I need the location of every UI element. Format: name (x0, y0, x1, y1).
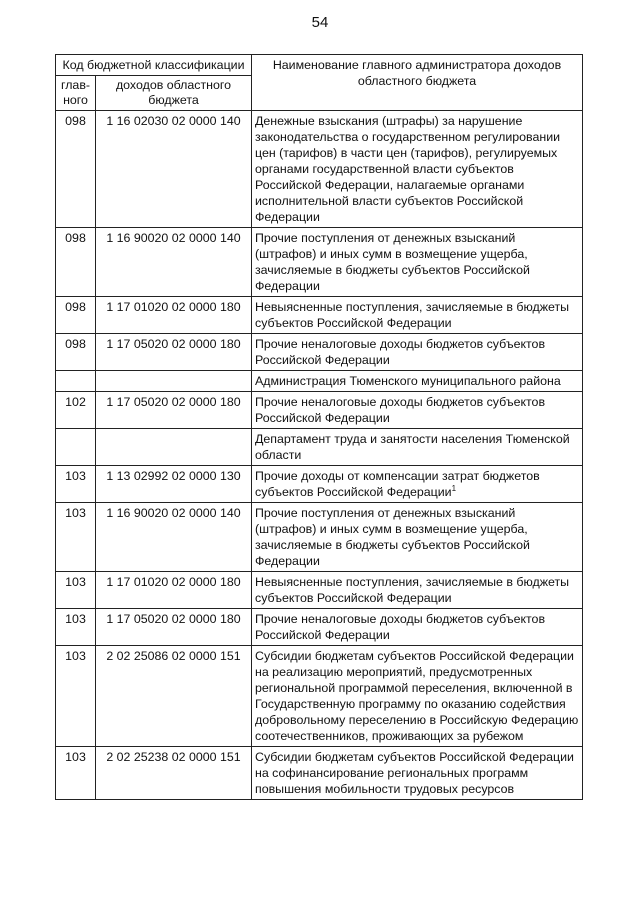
name-text: Субсидии бюджетам субъектов Российской Федерации на софинансирование региональных программ повышения мобильности трудовых ресурсов (255, 750, 574, 796)
header-income-code: доходов областного бюджета (96, 76, 252, 111)
name-text: Прочие поступления от денежных взысканий (штрафов) и иных сумм в возмещение ущерба, зачисляемые в бюджеты субъектов Российской Федерации (255, 231, 530, 293)
income-code-cell: 1 13 02992 02 0000 130 (96, 466, 252, 503)
table-row (56, 392, 583, 429)
name-cell (252, 429, 583, 466)
table-header (56, 55, 583, 111)
table-row (56, 228, 583, 297)
name-text: Прочие поступления от денежных взысканий (штрафов) и иных сумм в возмещение ущерба, зачисляемые в бюджеты субъектов Российской Федерации (255, 506, 530, 568)
admin-code-cell: 103 (56, 572, 96, 609)
table-row (56, 646, 583, 747)
income-code-cell: 1 16 90020 02 0000 140 (96, 228, 252, 297)
table-row (56, 334, 583, 371)
income-code-cell: 2 02 25086 02 0000 151 (96, 646, 252, 747)
admin-code-cell: 103 (56, 646, 96, 747)
name-cell (252, 609, 583, 646)
table-row (56, 747, 583, 800)
name-text: Департамент труда и занятости населения Тюменской области (255, 432, 570, 462)
income-code-cell: 1 16 02030 02 0000 140 (96, 111, 252, 228)
admin-code-cell: 098 (56, 228, 96, 297)
name-cell (252, 371, 583, 392)
name-text: Субсидии бюджетам субъектов Российской Федерации на реализацию мероприятий, предусмотренных региональной программой переселения, включенной в Государственную программу по оказанию содействия добровольному переселению в Российскую Федерацию соотечественников, проживающих за рубежом (255, 649, 579, 743)
income-code-cell: 1 17 05020 02 0000 180 (96, 334, 252, 371)
name-text: Невыясненные поступления, зачисляемые в бюджеты субъектов Российской Федерации (255, 300, 570, 330)
name-text: Прочие доходы от компенсации затрат бюджетов субъектов Российской Федерации (255, 469, 540, 499)
table-row (56, 572, 583, 609)
name-text: Прочие неналоговые доходы бюджетов субъектов Российской Федерации (255, 395, 546, 425)
table-row (56, 503, 583, 572)
name-cell (252, 466, 583, 503)
section-heading-row (56, 371, 583, 392)
admin-code-cell: 102 (56, 392, 96, 429)
income-code-cell (96, 371, 252, 392)
name-cell (252, 228, 583, 297)
income-code-cell: 1 17 05020 02 0000 180 (96, 392, 252, 429)
income-code-cell: 1 17 05020 02 0000 180 (96, 609, 252, 646)
name-cell (252, 646, 583, 747)
admin-code-cell: 103 (56, 609, 96, 646)
admin-code-cell (56, 429, 96, 466)
page-number: 54 (311, 14, 329, 31)
name-cell (252, 334, 583, 371)
table-row (56, 111, 583, 228)
admin-code-cell: 098 (56, 297, 96, 334)
name-text: Прочие неналоговые доходы бюджетов субъектов Российской Федерации (255, 612, 546, 642)
table-body (56, 111, 583, 800)
budget-classification-table (55, 54, 583, 800)
header-admin-code-text: глав- ного (60, 78, 91, 107)
income-code-cell (96, 429, 252, 466)
footnote-marker: 1 (451, 483, 457, 493)
admin-code-cell: 103 (56, 503, 96, 572)
header-code-group: Код бюджетной классификации (56, 55, 252, 76)
header-admin-code (56, 76, 96, 111)
name-text: Невыясненные поступления, зачисляемые в бюджеты субъектов Российской Федерации (255, 575, 570, 605)
name-cell (252, 503, 583, 572)
income-code-cell: 2 02 25238 02 0000 151 (96, 747, 252, 800)
table-row (56, 466, 583, 503)
admin-code-cell: 098 (56, 111, 96, 228)
income-code-cell: 1 17 01020 02 0000 180 (96, 572, 252, 609)
table-row (56, 297, 583, 334)
income-code-cell: 1 17 01020 02 0000 180 (96, 297, 252, 334)
name-cell (252, 747, 583, 800)
header-admin-name: Наименование главного администратора доходов областного бюджета (252, 55, 583, 111)
admin-code-cell: 103 (56, 747, 96, 800)
admin-code-cell: 098 (56, 334, 96, 371)
income-code-cell: 1 16 90020 02 0000 140 (96, 503, 252, 572)
name-text: Администрация Тюменского муниципального района (255, 374, 561, 388)
table-row (56, 609, 583, 646)
name-text: Денежные взыскания (штрафы) за нарушение законодательства о государственном регулировании цен (тарифов) в части цен (тарифов), регулируемых органами государственной власти субъектов Российской Федерации, налагаемые органами исполнительной власти субъектов Российской Федерации (255, 114, 561, 224)
name-text: Прочие неналоговые доходы бюджетов субъектов Российской Федерации (255, 337, 546, 367)
admin-code-cell: 103 (56, 466, 96, 503)
name-cell (252, 297, 583, 334)
name-cell (252, 111, 583, 228)
name-cell (252, 392, 583, 429)
section-heading-row (56, 429, 583, 466)
name-cell (252, 572, 583, 609)
admin-code-cell (56, 371, 96, 392)
